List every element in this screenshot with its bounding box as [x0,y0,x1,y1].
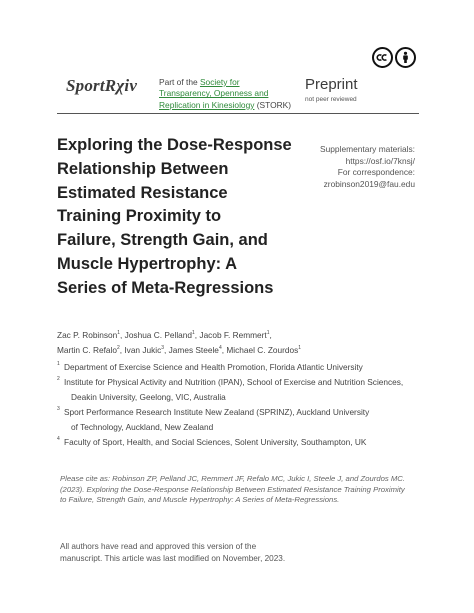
supplementary-label: Supplementary materials: [320,144,415,154]
title-line: Muscle Hypertrophy: A [57,254,238,273]
affil-marker: 1 [298,345,302,351]
correspondence-label: For correspondence: [337,167,415,178]
society-suffix: (STORK) [254,99,292,110]
supplementary-box [298,144,415,190]
affil-marker: 1 [192,330,195,336]
affiliation-item [57,375,427,405]
affil-number: 3 [57,406,60,412]
affil-marker: 2 [116,345,120,351]
affiliation-item [57,435,427,450]
author-name: Zac P. Robinson [57,330,118,340]
cc-icon [372,47,393,68]
sportrxiv-logo: SportRχiv [66,76,138,95]
title-line: Exploring the Dose-Response [57,136,292,154]
author-name: Martin C. Refalo [57,345,117,355]
title-line: Estimated Resistance [57,183,228,202]
header-divider [57,113,419,114]
affiliation-item [57,360,427,375]
affil-marker: 3 [161,345,165,351]
title-line: Training Proximity to [57,207,222,226]
license-badges [372,47,416,71]
society-prefix: Part of the [159,77,200,87]
affil-number: 4 [57,436,60,442]
affil-marker: 1 [266,330,270,336]
affil-number: 1 [57,361,60,367]
affiliation-item [57,405,427,435]
affil-marker: 1 [117,330,121,336]
preprint-label: Preprint [305,76,358,93]
affil-text: Institute for Physical Activity and Nutrition (IPAN), School of Exercise and Nutrition Sciences, [64,377,404,387]
affil-text: Sport Performance Research Institute New Zealand (SPRINZ), Auckland University [64,407,370,417]
affil-number: 2 [57,376,60,382]
affil-text: of Technology, Auckland, New Zealand [71,422,214,432]
affil-text: Deakin University, Geelong, VIC, Australia [71,392,226,402]
citation-note: Please cite as: Robinson ZP, Pelland JC, Remmert JF, Refalo MC, Jukic I, Steele J, and Zourdos MC. (2023). Exploring the Dose-Response Relationship Between Estimated Resistance Training Proximity to Failure, Strength Gain, and Muscle Hypertrophy: A Series of Meta-Regressions. [60,474,405,505]
society-link[interactable]: Society for Transparency, Openness and Replication in Kinesiology [159,77,269,110]
supplementary-link[interactable]: https://osf.io/7knsj/ [345,155,415,166]
author-name: Joshua C. Pelland [124,330,193,340]
peer-review-note: not peer reviewed [305,96,357,103]
title-line: Failure, Strength Gain, and [57,231,268,250]
author-name: James Steele [168,345,219,355]
affiliation-list [57,360,427,450]
by-icon [395,47,416,68]
author-name: Jacob F. Remmert [199,330,267,340]
society-note [159,77,294,111]
author-list: Zac P. Robinson$^1$, Joshua C. Pelland$^1$, Jacob F. Remmert$^1$, Martin C. Refalo$^2$, Ivan Jukic$^3$, James Steele$^4$, Michael C. Zourdos$^1$ [57,330,302,355]
affil-marker: 4 [218,345,222,351]
author-name: Michael C. Zourdos [226,345,299,355]
approval-note: All authors have read and approved this version of the manuscript. This article was last modified on November, 2023. [60,542,286,563]
affil-text: Department of Exercise Science and Health Promotion, Florida Atlantic University [64,362,363,372]
title-line: Series of Meta-Regressions [57,278,274,297]
title-line: Relationship Between [57,159,229,178]
author-name: Ivan Jukic [124,345,162,355]
affil-text: Faculty of Sport, Health, and Social Sciences, Solent University, Southampton, UK [64,437,367,447]
paper-title [57,134,307,301]
correspondence-email[interactable]: zrobinson2019@fau.edu [323,178,415,189]
